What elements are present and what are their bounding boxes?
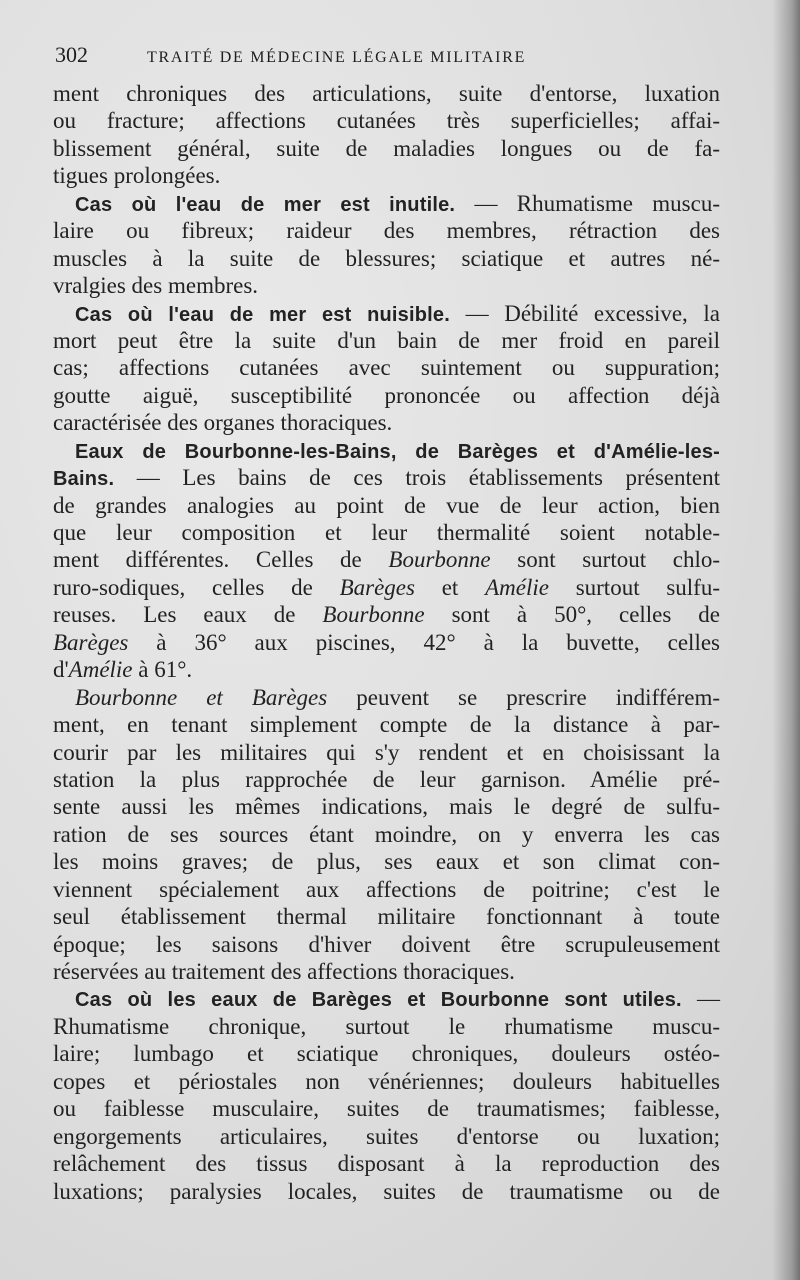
section-heading-line: Cas où l'eau de mer est inutile. — Rhumatisme muscu- [75, 190, 720, 216]
text-line: Barèges à 36° aux piscines, 42° à la buvette, celles [53, 629, 720, 655]
text-line: ou fracture; affections cutanées très superficielles; affai- [53, 108, 720, 134]
text-line: Rhumatisme chronique, surtout le rhumatisme muscu- [53, 1013, 720, 1039]
page-gutter-shadow [772, 0, 800, 1280]
page-number: 302 [55, 42, 88, 67]
section-heading: Bains. [53, 468, 115, 491]
text-line: ou faiblesse musculaire, suites de traumatismes; faiblesse, [53, 1096, 720, 1122]
running-title: TRAITÉ DE MÉDECINE LÉGALE MILITAIRE [147, 49, 527, 66]
section-heading: Eaux de Bourbonne-les-Bains, de Barèges et d'Amélie-les- [75, 440, 720, 463]
text-line: viennent spécialement aux affections de poitrine; c'est le [53, 876, 720, 902]
text-line: ment, en tenant simplement compte de la distance à par- [53, 712, 720, 738]
text-line: engorgements articulaires, suites d'entorse ou luxation; [53, 1123, 720, 1149]
text-line: ment différentes. Celles de Bourbonne sont surtout chlo- [53, 547, 720, 573]
text-line: relâchement des tissus disposant à la reproduction des [53, 1151, 720, 1177]
text-line: d'Amélie à 61°. [53, 657, 193, 683]
text-line: mort peut être la suite d'un bain de mer froid en pareil [53, 327, 720, 353]
section-heading-line [53, 437, 720, 464]
text-line: sente aussi les mêmes indications, mais le degré de sulfu- [53, 794, 720, 820]
text-line: courir par les militaires qui s'y rendent et en choisissant la [53, 739, 720, 765]
text-line: tigues prolongées. [53, 163, 221, 189]
section-heading: Cas où l'eau de mer est nuisible. [75, 303, 451, 326]
text-line: cas; affections cutanées avec suintement ou suppuration; [53, 355, 720, 381]
text-line: vralgies des membres. [53, 273, 259, 299]
body-text [53, 80, 720, 1205]
text-line: de grandes analogies au point de vue de leur action, bien [53, 492, 720, 518]
page-header [55, 42, 725, 70]
section-heading-line: Cas où les eaux de Barèges et Bourbonne sont utiles. — [75, 986, 721, 1012]
text-line: goutte aiguë, susceptibilité prononcée ou affection déjà [53, 382, 720, 408]
text-line: caractérisée des organes thoraciques. [53, 410, 393, 436]
text-line: station la plus rapprochée de leur garnison. Amélie pré- [53, 766, 720, 792]
text-line: reuses. Les eaux de Bourbonne sont à 50°, celles de [53, 602, 721, 628]
text-line: les moins graves; de plus, ses eaux et son climat con- [53, 849, 720, 875]
text-line: ruro-sodiques, celles de Barèges et Amélie surtout sulfu- [53, 574, 721, 600]
text-line: laire ou fibreux; raideur des membres, rétraction des [53, 218, 720, 244]
text-line: ration de ses sources étant moindre, on y enverra les cas [53, 821, 720, 847]
text-line: copes et périostales non vénériennes; douleurs habituelles [53, 1068, 720, 1094]
section-heading-line: Bains. — Les bains de ces trois établissements présentent [53, 465, 720, 491]
text-line: laire; lumbago et sciatique chroniques, douleurs ostéo- [53, 1041, 720, 1067]
text-line: muscles à la suite de blessures; sciatique et autres né- [53, 245, 720, 271]
text-line: que leur composition et leur thermalité soient notable- [53, 520, 720, 545]
section-heading: Cas où les eaux de Barèges et Bourbonne sont utiles. [75, 989, 682, 1012]
text-line: réservées au traitement des affections thoraciques. [53, 959, 515, 984]
section-heading: Cas où l'eau de mer est inutile. [75, 193, 456, 216]
text-line: luxations; paralysies locales, suites de traumatisme ou de [53, 1178, 720, 1204]
text-line: seul établissement thermal militaire fonctionnant à toute [53, 904, 720, 930]
text-line: ment chroniques des articulations, suite d'entorse, luxation [53, 81, 720, 106]
text-line: époque; les saisons d'hiver doivent être scrupuleusement [53, 931, 720, 957]
section-heading-line: Cas où l'eau de mer est nuisible. — Débilité excessive, la [75, 300, 720, 326]
text-line: blissement général, suite de maladies longues ou de fa- [53, 135, 720, 161]
text-line: Bourbonne et Barèges peuvent se prescrire indifférem- [75, 684, 720, 710]
